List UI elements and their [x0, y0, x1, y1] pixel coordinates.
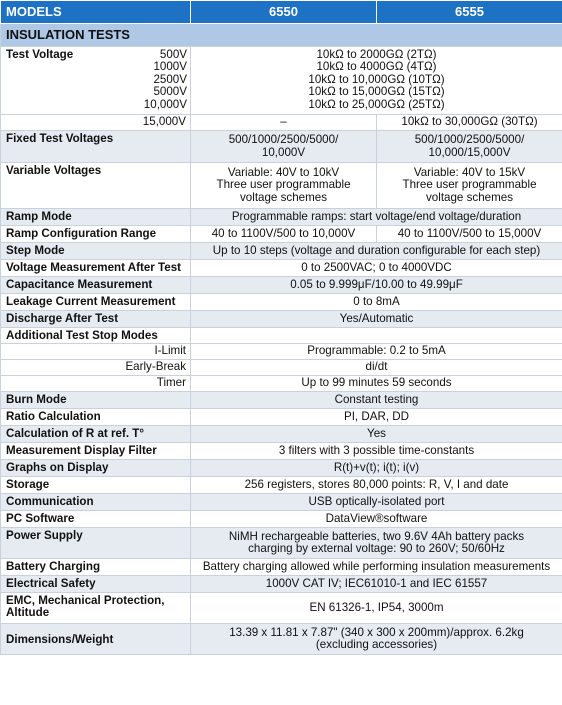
row-label: Dimensions/Weight [1, 624, 191, 655]
value-line: Variable: 40V to 15kV [413, 165, 526, 179]
row-value: EN 61326-1, IP54, 3000m [191, 593, 562, 624]
emc-label-cell [1, 593, 191, 624]
row-value: R(t)+v(t); i(t); i(v) [191, 460, 562, 477]
fixed-voltages-6555 [377, 131, 562, 163]
value-line: charging by external voltage: 90 to 260V; 50/60Hz [248, 542, 505, 555]
fixed-voltages-6550 [191, 131, 377, 163]
value-line: (excluding accessories) [315, 638, 438, 651]
value-line: voltage schemes [426, 190, 513, 204]
sub-label: I-Limit [1, 344, 191, 360]
voltage-item: 1000V [153, 60, 187, 74]
range-item: 10kΩ to 4000GΩ (4TΩ) [316, 60, 437, 74]
voltage-15kv-6550: – [191, 115, 377, 131]
row-value: DataView®software [191, 511, 562, 528]
emc-row [1, 593, 562, 624]
row-label: Additional Test Stop Modes [1, 328, 191, 344]
row-label: Graphs on Display [1, 460, 191, 477]
discharge-row [1, 311, 562, 328]
row-label: Electrical Safety [1, 576, 191, 593]
row-label: PC Software [1, 511, 191, 528]
row-value: 1000V CAT IV; IEC61010-1 and IEC 61557 [191, 576, 562, 593]
row-label: Calculation of R at ref. T° [1, 426, 191, 443]
row-value: di/dt [191, 360, 562, 376]
ratio-row [1, 409, 562, 426]
pc-software-row [1, 511, 562, 528]
capacitance-row [1, 277, 562, 294]
range-item: 10kΩ to 15,000GΩ (15TΩ) [308, 85, 445, 99]
display-filter-row [1, 443, 562, 460]
stop-modes-row [1, 328, 562, 344]
row-value: Programmable ramps: start voltage/end voltage/duration [191, 209, 562, 226]
row-label: Altitude [6, 606, 50, 620]
variable-voltages-row [1, 163, 562, 209]
row-value: 0 to 8mA [191, 294, 562, 311]
row-value: Up to 99 minutes 59 seconds [191, 376, 562, 392]
early-break-row [1, 360, 562, 376]
row-value: Constant testing [191, 392, 562, 409]
row-value: Up to 10 steps (voltage and duration configurable for each step) [191, 243, 562, 260]
test-voltage-15kv-row [1, 115, 562, 131]
electrical-safety-row [1, 576, 562, 593]
value-line: Three user programmable [402, 178, 537, 192]
row-label: Power Supply [1, 528, 191, 559]
voltage-item: 5000V [153, 85, 187, 99]
row-label: Variable Voltages [1, 163, 191, 209]
value-line: 13.39 x 11.81 x 7.87" (340 x 300 x 200mm)/approx. 6.2kg [229, 625, 524, 639]
voltage-item: 10,000V [143, 97, 187, 111]
row-value: Battery charging allowed while performing insulation measurements [191, 559, 562, 576]
voltage-meas-row [1, 260, 562, 277]
row-label: Battery Charging [1, 559, 191, 576]
row-label: EMC, Mechanical Protection, [6, 594, 165, 607]
row-value: USB optically-isolated port [191, 494, 562, 511]
row-label: Storage [1, 477, 191, 494]
row-label: Ratio Calculation [1, 409, 191, 426]
voltage-item: 500V [159, 48, 187, 61]
value-line: voltage schemes [240, 190, 327, 204]
test-voltage-row [1, 47, 562, 115]
header-row [1, 1, 562, 24]
power-supply-value [191, 528, 562, 559]
ramp-config-6550: 40 to 1100V/500 to 10,000V [191, 226, 377, 243]
row-value: 3 filters with 3 possible time-constants [191, 443, 562, 460]
calc-r-row [1, 426, 562, 443]
variable-voltages-6555 [377, 163, 562, 209]
fixed-voltages-row [1, 131, 562, 163]
value-line: Three user programmable [216, 178, 351, 192]
step-mode-row [1, 243, 562, 260]
model-6555-header: 6555 [377, 1, 562, 24]
dimensions-value [191, 624, 562, 655]
timer-row [1, 376, 562, 392]
row-label: Fixed Test Voltages [1, 131, 191, 163]
models-header: MODELS [1, 1, 191, 24]
row-label: Voltage Measurement After Test [1, 260, 191, 277]
range-item: 10kΩ to 25,000GΩ (25TΩ) [308, 97, 445, 111]
row-value: Yes [191, 426, 562, 443]
row-label: Leakage Current Measurement [1, 294, 191, 311]
ilimit-row [1, 344, 562, 360]
row-value: 0 to 2500VAC; 0 to 4000VDC [191, 260, 562, 277]
row-label: Measurement Display Filter [1, 443, 191, 460]
voltage-list [144, 49, 187, 111]
value-line: 10,000V [261, 145, 306, 159]
section-title: INSULATION TESTS [1, 24, 562, 47]
sub-label: Timer [1, 376, 191, 392]
value-line: 500/1000/2500/5000/ [414, 133, 525, 147]
value-line: 10,000/15,000V [428, 145, 511, 159]
row-value: Yes/Automatic [191, 311, 562, 328]
voltage-15kv-label: 15,000V [1, 115, 191, 131]
voltage-15kv-6555: 10kΩ to 30,000GΩ (30TΩ) [377, 115, 562, 131]
value-line: 500/1000/2500/5000/ [228, 133, 339, 147]
ramp-config-row [1, 226, 562, 243]
row-label: Discharge After Test [1, 311, 191, 328]
section-row [1, 24, 562, 47]
row-value: 0.05 to 9.999μF/10.00 to 49.99μF [191, 277, 562, 294]
range-item: 10kΩ to 10,000GΩ (10TΩ) [308, 72, 445, 86]
battery-charging-row [1, 559, 562, 576]
communication-row [1, 494, 562, 511]
ramp-mode-row [1, 209, 562, 226]
range-list [191, 47, 562, 115]
value-line: NiMH rechargeable batteries, two 9.6V 4Ah battery packs [228, 529, 525, 543]
row-label: Ramp Mode [1, 209, 191, 226]
range-item: 10kΩ to 2000GΩ (2TΩ) [316, 48, 437, 61]
value-line: Variable: 40V to 10kV [227, 165, 340, 179]
sub-label: Early-Break [1, 360, 191, 376]
dimensions-row [1, 624, 562, 655]
row-value: Programmable: 0.2 to 5mA [191, 344, 562, 360]
row-label: Capacitance Measurement [1, 277, 191, 294]
ramp-config-6555: 40 to 1100V/500 to 15,000V [377, 226, 562, 243]
voltage-item: 2500V [153, 72, 187, 86]
model-6550-header: 6550 [191, 1, 377, 24]
graphs-row [1, 460, 562, 477]
row-label: Ramp Configuration Range [1, 226, 191, 243]
leakage-row [1, 294, 562, 311]
test-voltage-cell [1, 47, 191, 115]
storage-row [1, 477, 562, 494]
variable-voltages-6550 [191, 163, 377, 209]
row-label: Step Mode [1, 243, 191, 260]
row-label: Burn Mode [1, 392, 191, 409]
burn-mode-row [1, 392, 562, 409]
test-voltage-label: Test Voltage [6, 48, 74, 61]
row-label: Communication [1, 494, 191, 511]
row-value: PI, DAR, DD [191, 409, 562, 426]
row-value: 256 registers, stores 80,000 points: R, V, I and date [191, 477, 562, 494]
power-supply-row [1, 528, 562, 559]
